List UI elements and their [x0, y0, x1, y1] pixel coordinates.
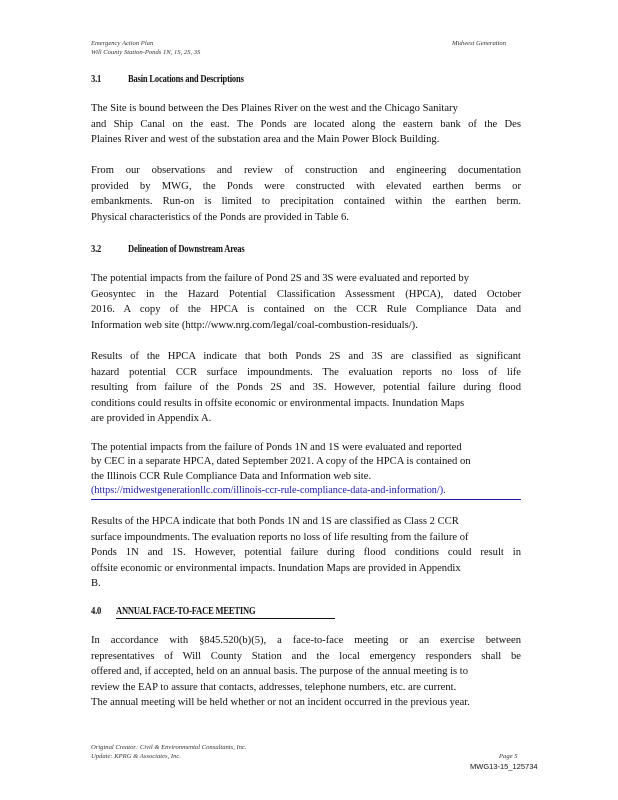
- header-left: [91, 39, 200, 57]
- text-line: B.: [91, 578, 101, 590]
- section-4-0-underline: [116, 618, 335, 619]
- text-line: are provided in Appendix A.: [91, 413, 212, 425]
- text-line: The annual meeting will be held whether or not an incident occurred in the previous year.: [91, 697, 470, 709]
- text-line: Results of the HPCA indicate that both Ponds 2S and 3S are classified as significant: [91, 351, 521, 362]
- hpca-web-link[interactable]: (https://midwestgenerationllc.com/illinois-ccr-rule-compliance-data-and-information/).: [91, 484, 521, 499]
- paragraph-annual-meeting: [91, 633, 521, 711]
- paragraph-hpca-results-1n-1s: [91, 514, 521, 592]
- text-line: 2016. A copy of the HPCA is contained on the CCR Rule Compliance Data and: [91, 304, 521, 316]
- paragraph-site-location: [91, 101, 521, 148]
- paragraph-observations: [91, 163, 521, 225]
- text-line: Information web site (http://www.nrg.com/legal/coal-combustion-residuals/).: [91, 319, 418, 331]
- text-line: Physical characteristics of the Ponds are provided in Table 6.: [91, 211, 349, 223]
- text-line: Results of the HPCA indicate that both Ponds 1N and 1S are classified as Class 2 CCR: [91, 516, 459, 527]
- text-line: embankments. Run-on is limited to precipitation contained within the earthen berm.: [91, 196, 521, 208]
- section-3-2-number: 3.2: [91, 244, 102, 255]
- text-line: Plaines River and west of the substation area and the Main Power Block Building.: [91, 134, 440, 146]
- section-4-0-title: [116, 606, 255, 617]
- text-line: hazard potential CCR surface impoundments. The evaluation reports no loss of life: [91, 366, 521, 378]
- text-line: Geosyntec in the Hazard Potential Classification Assessment (HPCA), dated October: [91, 288, 521, 300]
- text-line: conditions could results in offsite economic or environmental impacts. Inundation Maps: [91, 397, 465, 409]
- text-line: and Ship Canal on the east. The Ponds are located along the eastern bank of the Des: [91, 118, 521, 130]
- text-line: offered and, if accepted, held on an annual basis. The purpose of the annual meeting is to: [91, 666, 469, 678]
- section-3-2-title: Delineation of Downstream Areas: [128, 244, 245, 255]
- section-3-1-title: Basin Locations and Descriptions: [128, 74, 244, 85]
- footer-original-creator: Original Creator: Civil & Environmental Consultants, Inc.: [91, 744, 247, 751]
- text-line: The potential impacts from the failure of Ponds 1N and 1S were evaluated and reported: [91, 442, 462, 453]
- text-line: The Site is bound between the Des Plaines River on the west and the Chicago Sanitary: [91, 103, 458, 114]
- paragraph-geosyntec-hpca: [91, 271, 521, 333]
- footer-credits: [91, 743, 247, 761]
- text-line: From our observations and review of construction and engineering documentation: [91, 165, 521, 176]
- text-line: offsite economic or environmental impacts. Inundation Maps are provided in Appendix: [91, 562, 461, 574]
- section-4-0-number: 4.0: [91, 606, 102, 617]
- paragraph-hpca-results-2s-3s: [91, 349, 521, 427]
- header-plan-title: Emergency Action Plan: [91, 40, 154, 47]
- page-number: Page 5: [499, 753, 518, 760]
- header-company: Midwest Generation: [452, 40, 507, 47]
- text-line: provided by MWG, the Ponds were constructed with elevated earthen berms or: [91, 180, 521, 192]
- text-line: surface impoundments. The evaluation reports no loss of life resulting from the failure of: [91, 531, 469, 543]
- text-line: representatives of Will County Station and the local emergency responders shall be: [91, 650, 521, 662]
- text-line: Ponds 1N and 1S. However, potential failure during flood conditions could result in: [91, 547, 521, 559]
- text-line: In accordance with §845.520(b)(5), a face-to-face meeting or an exercise between: [91, 635, 521, 646]
- text-line: resulting from failure of the Ponds 2S and 3S. However, potential failure during flood: [91, 382, 521, 394]
- text-line: The potential impacts from the failure of Pond 2S and 3S were evaluated and reported by: [91, 273, 470, 284]
- document-id: MWG13-15_125734: [470, 762, 538, 771]
- text-line: the Illinois CCR Rule Compliance Data and Information web site.: [91, 470, 372, 482]
- footer-update: Update: KPRG & Associates, Inc.: [91, 753, 181, 760]
- paragraph-cec-hpca: [91, 441, 521, 500]
- section-4-0-title-text: ANNUAL FACE-TO-FACE MEETING: [116, 606, 256, 617]
- text-line: by CEC in a separate HPCA, dated September 2021. A copy of the HPCA is contained on: [91, 456, 471, 468]
- section-3-1-number: 3.1: [91, 74, 102, 85]
- text-line: review the EAP to assure that contacts, addresses, telephone numbers, etc. are current.: [91, 681, 457, 693]
- header-site-name: Will County Station-Ponds 1N, 1S, 2S, 3S: [91, 49, 201, 56]
